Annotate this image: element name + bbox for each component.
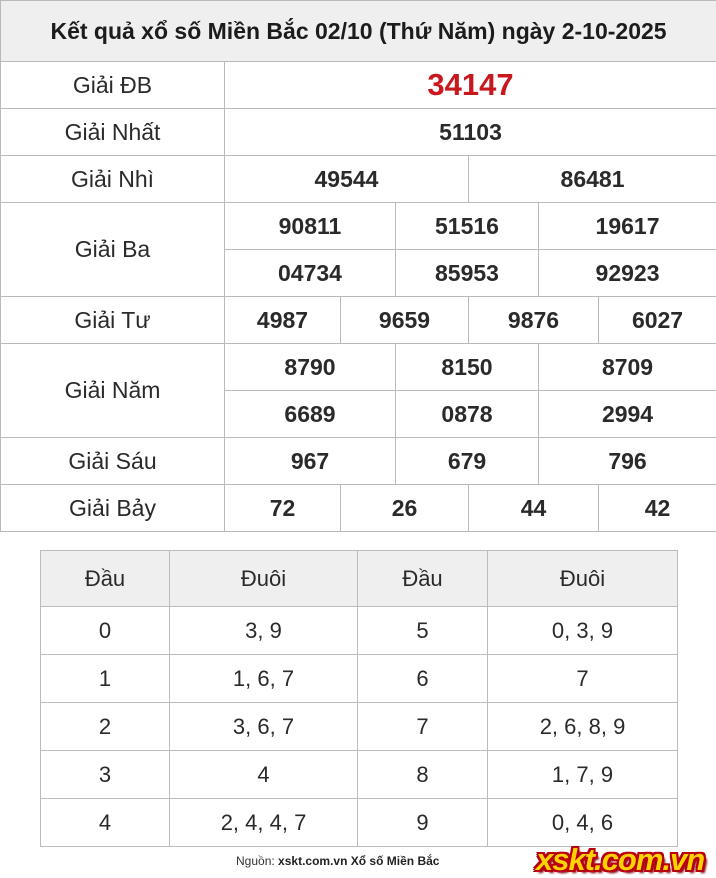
prize-row-special <box>1 62 716 109</box>
fourth-prize-number: 6027 <box>599 297 716 344</box>
loto-tail-cell: 2, 4, 4, 7 <box>170 799 358 847</box>
fourth-prize-number: 9659 <box>341 297 469 344</box>
loto-head-cell: 7 <box>358 703 488 751</box>
third-prize-number: 19617 <box>539 203 716 250</box>
prize-label-special: Giải ĐB <box>1 62 225 109</box>
first-prize-number: 51103 <box>225 109 716 156</box>
seventh-prize-number: 72 <box>225 485 341 532</box>
loto-row <box>41 799 678 847</box>
brand-logo: xskt.com.vn <box>536 842 705 877</box>
loto-header-tail: Đuôi <box>170 551 358 607</box>
loto-row <box>41 751 678 799</box>
third-prize-number: 92923 <box>539 250 716 297</box>
prize-row-seventh <box>1 485 716 532</box>
loto-head-cell: 3 <box>41 751 170 799</box>
fifth-prize-number: 8790 <box>225 344 396 391</box>
loto-row <box>41 655 678 703</box>
loto-head-cell: 5 <box>358 607 488 655</box>
prize-row-second <box>1 156 716 203</box>
loto-header-head: Đầu <box>358 551 488 607</box>
sixth-prize-number: 679 <box>396 438 539 485</box>
loto-tail-cell: 1, 7, 9 <box>488 751 678 799</box>
loto-header-tail: Đuôi <box>488 551 678 607</box>
source-name: Xổ số Miền Bắc <box>350 854 440 868</box>
loto-tail-cell: 0, 4, 6 <box>488 799 678 847</box>
second-prize-number: 49544 <box>225 156 469 203</box>
loto-head-cell: 6 <box>358 655 488 703</box>
fifth-prize-number: 8150 <box>396 344 539 391</box>
prize-label-second: Giải Nhì <box>1 156 225 203</box>
second-prize-number: 86481 <box>469 156 716 203</box>
loto-row <box>41 703 678 751</box>
fourth-prize-number: 4987 <box>225 297 341 344</box>
prize-label-seventh: Giải Bảy <box>1 485 225 532</box>
seventh-prize-number: 44 <box>469 485 599 532</box>
page-title: Kết quả xổ số Miền Bắc 02/10 (Thứ Năm) ngày 2-10-2025 <box>1 1 716 62</box>
loto-tail-cell: 1, 6, 7 <box>170 655 358 703</box>
sixth-prize-number: 967 <box>225 438 396 485</box>
prize-label-fourth: Giải Tư <box>1 297 225 344</box>
loto-tail-cell: 0, 3, 9 <box>488 607 678 655</box>
fourth-prize-number: 9876 <box>469 297 599 344</box>
loto-tail-cell: 3, 9 <box>170 607 358 655</box>
loto-head-cell: 8 <box>358 751 488 799</box>
fifth-prize-number: 0878 <box>396 391 539 438</box>
third-prize-number: 04734 <box>225 250 396 297</box>
third-prize-number: 51516 <box>396 203 539 250</box>
loto-tail-cell: 7 <box>488 655 678 703</box>
seventh-prize-number: 26 <box>341 485 469 532</box>
prize-row-fifth <box>1 344 716 391</box>
loto-row <box>41 607 678 655</box>
third-prize-number: 90811 <box>225 203 396 250</box>
loto-head-cell: 1 <box>41 655 170 703</box>
prize-label-first: Giải Nhất <box>1 109 225 156</box>
prize-label-third: Giải Ba <box>1 203 225 297</box>
prize-row-fourth <box>1 297 716 344</box>
fifth-prize-number: 2994 <box>539 391 716 438</box>
sixth-prize-number: 796 <box>539 438 716 485</box>
third-prize-number: 85953 <box>396 250 539 297</box>
loto-tail-cell: 2, 6, 8, 9 <box>488 703 678 751</box>
loto-header-head: Đầu <box>41 551 170 607</box>
prize-row-sixth <box>1 438 716 485</box>
loto-header-row <box>41 551 678 607</box>
prize-label-fifth: Giải Năm <box>1 344 225 438</box>
loto-head-tail-table <box>40 550 678 847</box>
special-prize-number: 34147 <box>225 62 716 109</box>
loto-head-cell: 9 <box>358 799 488 847</box>
seventh-prize-number: 42 <box>599 485 716 532</box>
loto-head-cell: 2 <box>41 703 170 751</box>
source-site-link[interactable]: xskt.com.vn <box>278 854 348 868</box>
prize-row-third <box>1 203 716 250</box>
fifth-prize-number: 6689 <box>225 391 396 438</box>
prize-label-sixth: Giải Sáu <box>1 438 225 485</box>
footer <box>0 842 716 878</box>
prize-row-first <box>1 109 716 156</box>
loto-tail-cell: 4 <box>170 751 358 799</box>
loto-head-cell: 0 <box>41 607 170 655</box>
fifth-prize-number: 8709 <box>539 344 716 391</box>
loto-head-cell: 4 <box>41 799 170 847</box>
source-prefix: Nguồn: <box>236 854 275 868</box>
loto-tail-cell: 3, 6, 7 <box>170 703 358 751</box>
source-credit <box>236 854 439 868</box>
